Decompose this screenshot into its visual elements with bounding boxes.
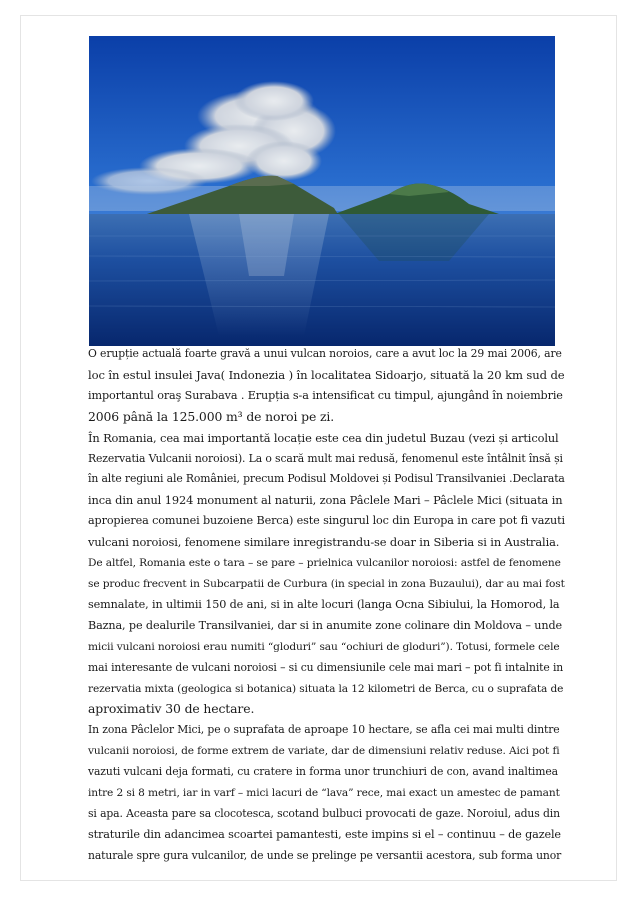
- text-line: semnalate, in ultimii 150 de ani, si in alte locuri (langa Ocna Sibiului, la Homorod, la: [88, 597, 560, 611]
- text-line: în alte regiuni ale României, precum Podisul Moldovei și Podisul Transilvaniei .Declarata: [88, 472, 565, 486]
- text-line: vulcanii noroiosi, de forme extrem de variate, dar de dimensiuni relativ reduse. Aici pot fi: [88, 745, 560, 758]
- text-line: vulcani noroiosi, fenomene similare inregistrandu-se doar in Siberia si in Australia.: [88, 535, 560, 550]
- text-line: micii vulcani noroiosi erau numiti “gloduri” sau “ochiuri de gloduri”). Totusi, formele cele: [88, 640, 560, 653]
- text-line: apropierea comunei buzoiene Berca) este singurul loc din Europa in care pot fi vazuti: [88, 514, 565, 528]
- text-line: straturile din adancimea scoartei pamantesti, este impins si el – continuu – de gazele: [88, 827, 561, 841]
- text-line: Bazna, pe dealurile Transilvaniei, dar si in anumite zone colinare din Moldova – unde: [88, 618, 563, 632]
- text-line: 2006 până la 125.000 m³ de noroi pe zi.: [88, 408, 335, 424]
- text-line: intre 2 si 8 metri, iar in varf – mici lacuri de “lava” rece, mai exact un amestec de pamant: [88, 787, 560, 800]
- text-line: importantul oraş Surabava . Erupția s-a intensificat cu timpul, ajungând în noiembrie: [88, 388, 563, 402]
- text-line: loc în estul insulei Java( Indonezia ) în localitatea Sidoarjo, situată la 20 km sud de: [88, 367, 565, 382]
- volcano-photo: [89, 36, 555, 346]
- text-line: si apa. Aceasta pare sa clocotesca, scotand bulbuci provocati de gaze. Noroiul, adus din: [88, 806, 560, 820]
- text-line: În Romania, cea mai importantă locație este cea din judetul Buzau (vezi și articolul: [88, 430, 559, 445]
- article-text: [88, 344, 566, 867]
- text-line: mai interesante de vulcani noroiosi – si cu dimensiunile cele mai mari – pot fi intalnite in: [88, 660, 564, 674]
- text-line: Rezervatia Vulcanii noroiosi). La o scară mult mai redusă, fenomenul este întâlnit însă și: [88, 451, 563, 465]
- text-line: O erupție actuală foarte gravă a unui vulcan noroios, care a avut loc la 29 mai 2006, are: [88, 347, 562, 360]
- text-line: vazuti vulcani deja formati, cu cratere in forma unor trunchiuri de con, avand inaltimea: [88, 765, 558, 779]
- text-line: inca din anul 1924 monument al naturii, zona Pâclele Mari – Pâclele Mici (situata in: [88, 493, 563, 508]
- text-line: In zona Pâclelor Mici, pe o suprafata de aproape 10 hectare, se afla cei mai multi dintre: [88, 723, 560, 737]
- text-line: naturale spre gura vulcanilor, de unde se prelinge pe versantii acestora, sub forma unor: [88, 848, 562, 862]
- text-line: aproximativ 30 de hectare.: [88, 701, 255, 717]
- text-line: rezervatia mixta (geologica si botanica) situata la 12 kilometri de Berca, cu o suprafata de: [88, 682, 564, 695]
- text-line: De altfel, Romania este o tara – se pare – prielnica vulcanilor noroiosi: astfel de fenomene: [88, 557, 561, 570]
- text-line: se produc frecvent in Subcarpatii de Curbura (in special in zona Buzaului), dar au mai fost: [88, 577, 565, 590]
